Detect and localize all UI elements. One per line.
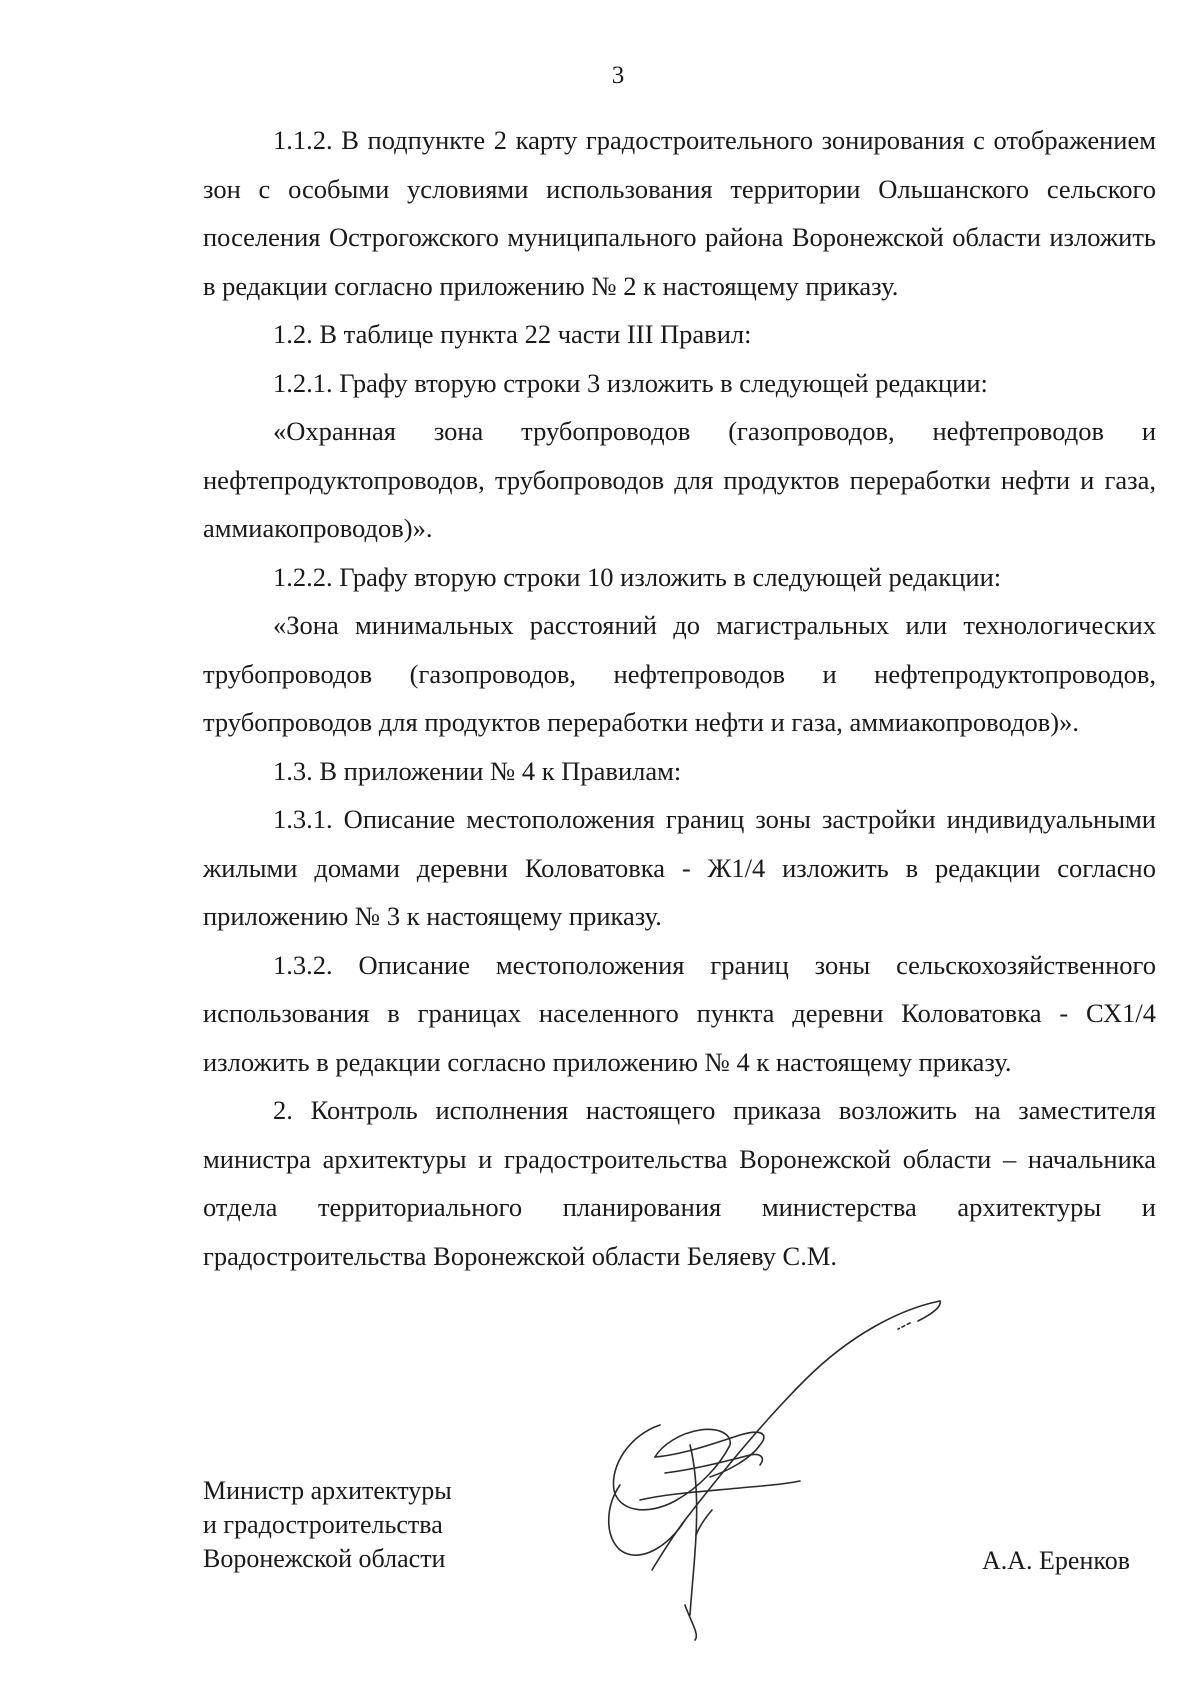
page-number: 3 [611, 62, 625, 89]
quote-minimum-distance-zone: «Зона минимальных расстояний до магистральных или технологических трубопроводов (газопроводов, нефтепроводов и нефтепродуктопроводов, трубопроводов для продуктов переработки нефти и газа, аммиакопроводов)». [203, 610, 1156, 737]
signatory-name: А.А. Еренков [982, 1546, 1130, 1575]
paragraph-1-3-1: 1.3.1. Описание местоположения границ зоны застройки индивидуальными жилыми домами деревни Коловатовка - Ж1/4 изложить в редакции согласно приложению № 3 к настоящему приказу. [203, 804, 1156, 931]
paragraph-1-2-1: 1.2.1. Графу вторую строки 3 изложить в следующей редакции: [273, 367, 988, 398]
signatory-position-line: и градостроительства [203, 1510, 443, 1539]
signatory-position [203, 1474, 452, 1576]
paragraph-1-3-2: 1.3.2. Описание местоположения границ зоны сельскохозяйственного использования в границах населенного пункта деревни Коловатовка - СХ1/4 изложить в редакции согласно приложению № 4 к настоящему приказу. [203, 949, 1156, 1077]
signatory-position-line: Воронежской области [203, 1544, 446, 1573]
paragraph-1-1-2: 1.1.2. В подпункте 2 карту градостроительного зонирования с отображением зон с особыми условиями использования территории Ольшанского сельского поселения Острогожского муниципального района Воронежской области изложить в редакции согласно приложению № 2 к настоящему приказу. [203, 125, 1156, 301]
paragraph-2-control: 2. Контроль исполнения настоящего приказа возложить на заместителя министра архитектуры и градостроительства Воронежской области – начальника отдела территориального планирования министерства архитектуры и градостроительства Воронежской области Беляеву С.М. [203, 1095, 1156, 1271]
paragraph-1-2-2: 1.2.2. Графу вторую строки 10 изложить в следующей редакции: [273, 561, 1002, 592]
handwritten-signature [600, 1295, 980, 1655]
paragraph-1-3: 1.3. В приложении № 4 к Правилам: [273, 755, 682, 786]
quote-pipeline-protection-zone: «Охранная зона трубопроводов (газопроводов, нефтепроводов и нефтепродуктопроводов, трубопроводов для продуктов переработки нефти и газа, аммиакопроводов)». [203, 416, 1156, 543]
signatory-position-line: Министр архитектуры [203, 1476, 452, 1505]
document-body [203, 116, 1156, 1280]
paragraph-1-2: 1.2. В таблице пункта 22 части III Правил: [273, 319, 752, 349]
